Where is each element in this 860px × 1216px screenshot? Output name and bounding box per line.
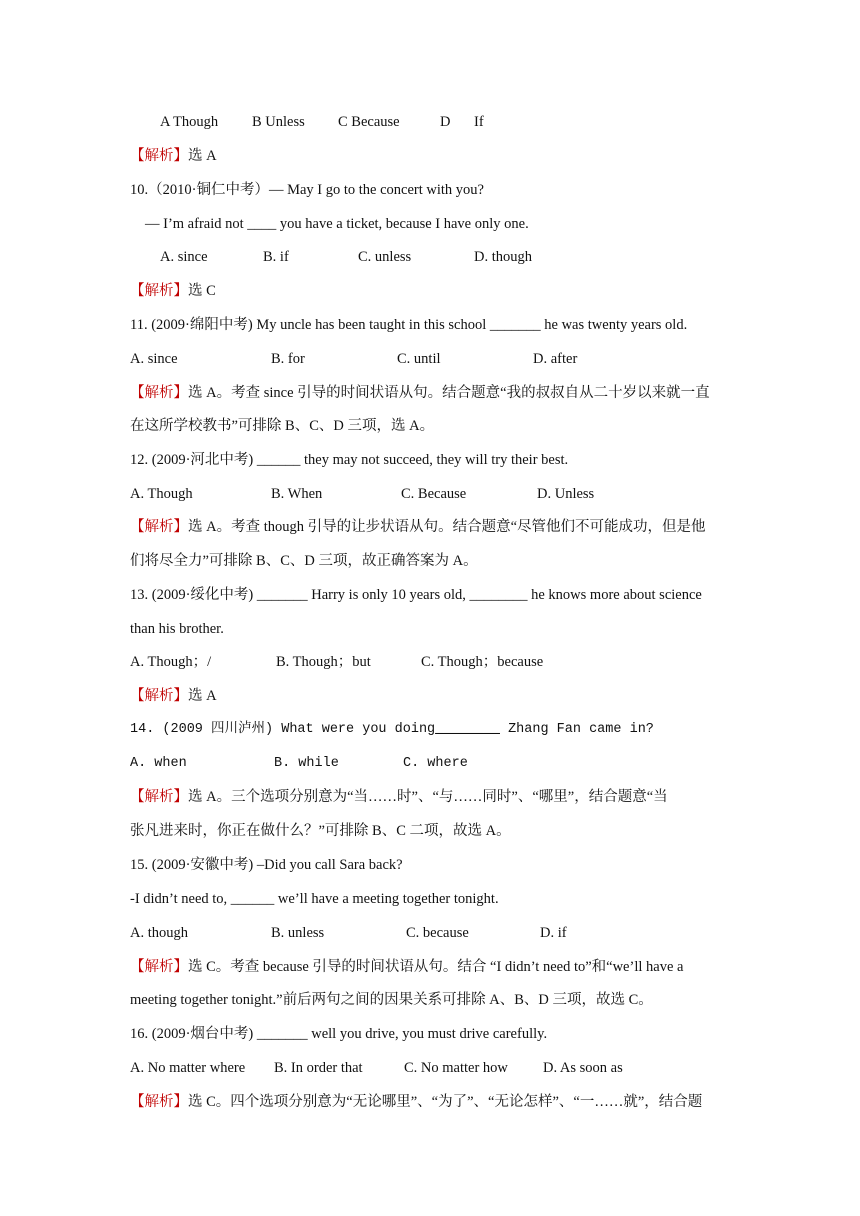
question-10-line-2: — I’m afraid not ____ you have a ticket, because I have only one.	[145, 216, 529, 232]
answer-14-line-2: 张凡进来时，你正在做什么？”可排除 B、C 二项，故选 A。	[130, 823, 511, 839]
q16-option-d: D. As soon as	[543, 1060, 623, 1076]
question-13-line-2: than his brother.	[130, 621, 224, 637]
q14-option-a: A. when	[130, 756, 187, 771]
question-15-line-1: 15. (2009·安徽中考) –Did you call Sara back?	[130, 857, 403, 873]
answer-text: 选 C。考查 because 引导的时间状语从句。结合 “I didn’t need to”和“we’ll have a	[188, 959, 684, 975]
q11-option-b: B. for	[271, 351, 305, 367]
analysis-tag: 【解析】	[130, 688, 188, 704]
q16-option-b: B. In order that	[274, 1060, 363, 1076]
q16-option-a: A. No matter where	[130, 1060, 246, 1076]
q13-option-c: C. Though；because	[421, 654, 544, 670]
answer-12-line-1	[130, 517, 706, 537]
question-10-line-1: 10.（2010·铜仁中考）— May I go to the concert with you?	[130, 182, 484, 198]
answer-text: 选 A。考查 though 引导的让步状语从句。结合题意“尽管他们不可能成功，但是他	[188, 519, 706, 535]
answer-13	[130, 686, 217, 706]
analysis-tag: 【解析】	[130, 385, 188, 401]
question-13-line-1: 13. (2009·绥化中考) _______ Harry is only 10 years old, ________ he knows more about science	[130, 587, 702, 603]
answer-16-line-1	[130, 1092, 702, 1112]
q13-option-a: A. Though；/	[130, 654, 212, 670]
answer-10	[130, 281, 216, 301]
q16-option-c: C. No matter how	[404, 1060, 508, 1076]
question-14-suffix: Zhang Fan came in?	[499, 722, 654, 737]
q15-option-a: A. though	[130, 925, 188, 941]
analysis-tag: 【解析】	[130, 283, 188, 299]
q10-option-a: A. since	[160, 249, 208, 265]
q12-option-c: C. Because	[401, 486, 467, 502]
q15-option-d: D. if	[540, 925, 567, 941]
question-12: 12. (2009·河北中考) ______ they may not succeed, they will try their best.	[130, 452, 569, 468]
q14-option-c: C. where	[403, 756, 468, 771]
q9-option-a: A Though	[160, 114, 219, 130]
q9-option-c: C Because	[338, 114, 400, 130]
answer-text: 选 C。四个选项分别意为“无论哪里”、“为了”、“无论怎样”、“一……就”，结合题	[188, 1094, 703, 1110]
analysis-tag: 【解析】	[130, 789, 188, 805]
analysis-tag: 【解析】	[130, 519, 188, 535]
answer-text: 选 A	[188, 688, 217, 704]
q11-option-a: A. since	[130, 351, 178, 367]
q9-option-b: B Unless	[252, 114, 305, 130]
answer-15-line-2: meeting together tonight.”前后两句之间的因果关系可排除 A、B、D 三项，故选 C。	[130, 992, 653, 1008]
analysis-tag: 【解析】	[130, 959, 188, 975]
question-15-line-2: -I didn’t need to, ______ we’ll have a meeting together tonight.	[130, 891, 499, 907]
q10-option-b: B. if	[263, 249, 289, 265]
question-11: 11. (2009·绵阳中考) My uncle has been taught in this school _______ he was twenty years old.	[130, 317, 688, 333]
answer-12-line-2: 们将尽全力”可排除 B、C、D 三项，故正确答案为 A。	[130, 553, 478, 569]
answer-text: 选 A。考查 since 引导的时间状语从句。结合题意“我的叔叔自从二十岁以来就一直	[188, 385, 710, 401]
question-14-blank: ________	[435, 722, 500, 737]
q12-option-b: B. When	[271, 486, 323, 502]
answer-14-line-1	[130, 787, 668, 807]
answer-11-line-1	[130, 383, 710, 403]
q9-option-d: If	[474, 114, 484, 130]
answer-text: 选 A	[188, 148, 217, 164]
question-16: 16. (2009·烟台中考) _______ well you drive, you must drive carefully.	[130, 1026, 548, 1042]
analysis-tag: 【解析】	[130, 1094, 188, 1110]
q12-option-a: A. Though	[130, 486, 193, 502]
q10-option-c: C. unless	[358, 249, 412, 265]
analysis-tag: 【解析】	[130, 148, 188, 164]
q15-option-b: B. unless	[271, 925, 325, 941]
q13-option-b: B. Though；but	[276, 654, 371, 670]
answer-9	[130, 146, 217, 166]
q12-option-d: D. Unless	[537, 486, 595, 502]
answer-text: 选 C	[188, 283, 216, 299]
answer-11-line-2: 在这所学校教书”可排除 B、C、D 三项，选 A。	[130, 418, 435, 434]
q11-option-c: C. until	[397, 351, 441, 367]
answer-text: 选 A。三个选项分别意为“当……时”、“与……同时”、“哪里”，结合题意“当	[188, 789, 668, 805]
q9-option-d-letter: D	[440, 114, 451, 130]
question-14-prefix: 14. (2009 四川泸州) What were you doing	[130, 722, 436, 737]
q14-option-b: B. while	[274, 756, 339, 771]
q10-option-d: D. though	[474, 249, 532, 265]
q11-option-d: D. after	[533, 351, 578, 367]
question-14	[130, 720, 654, 740]
answer-15-line-1	[130, 957, 683, 977]
q15-option-c: C. because	[406, 925, 469, 941]
